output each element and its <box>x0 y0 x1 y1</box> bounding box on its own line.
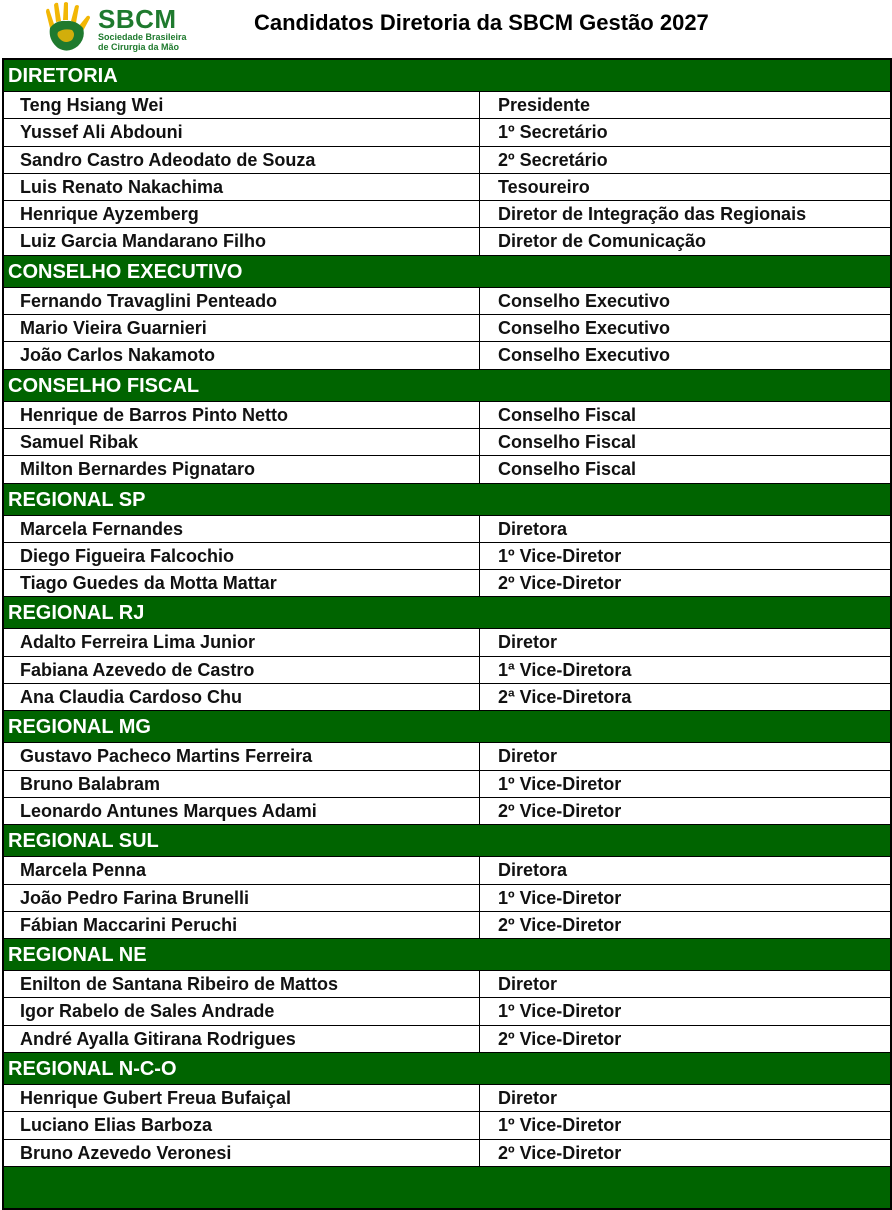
candidate-role: 2º Vice-Diretor <box>498 573 622 594</box>
table-row <box>4 885 890 912</box>
table-row <box>4 92 890 119</box>
candidate-role: 2º Vice-Diretor <box>498 800 622 821</box>
section-header: CONSELHO FISCAL <box>4 370 890 402</box>
candidate-role: Diretora <box>498 860 568 881</box>
table-row <box>4 174 890 201</box>
candidates-table <box>2 58 892 1210</box>
logo-subtitle-line1: Sociedade Brasileira <box>98 32 187 42</box>
candidate-role: Diretor de Integração das Regionais <box>498 204 807 225</box>
section-header: DIRETORIA <box>4 60 890 92</box>
table-row <box>4 857 890 884</box>
table-row <box>4 315 890 342</box>
logo-subtitle <box>98 32 198 52</box>
candidate-name: Marcela Fernandes <box>4 516 480 542</box>
candidate-name: Mario Vieira Guarnieri <box>4 315 480 341</box>
table-row <box>4 771 890 798</box>
table-row <box>4 1026 890 1053</box>
candidate-role: 1º Vice-Diretor <box>498 1001 622 1022</box>
page-title: Candidatos Diretoria da SBCM Gestão 2027 <box>254 10 709 35</box>
candidate-name: Milton Bernardes Pignataro <box>4 456 480 482</box>
logo-subtitle-line2: de Cirurgia da Mão <box>98 42 180 52</box>
table-row <box>4 570 890 597</box>
table-row <box>4 684 890 711</box>
sbcm-logo <box>42 2 192 52</box>
candidate-name: Bruno Azevedo Veronesi <box>4 1140 480 1166</box>
section-header: REGIONAL SP <box>4 484 890 516</box>
candidate-name: Diego Figueira Falcochio <box>4 543 480 569</box>
candidate-name: Luiz Garcia Mandarano Filho <box>4 228 480 254</box>
logo-name: SBCM <box>98 4 177 34</box>
candidate-name: Sandro Castro Adeodato de Souza <box>4 147 480 173</box>
candidate-name: Gustavo Pacheco Martins Ferreira <box>4 743 480 769</box>
candidate-role: Conselho Executivo <box>498 345 671 366</box>
candidate-role: 2ª Vice-Diretora <box>498 687 632 708</box>
candidate-name: Samuel Ribak <box>4 429 480 455</box>
hand-brazil-map-logo-icon <box>42 2 98 52</box>
table-row <box>4 456 890 483</box>
sections-container <box>4 60 890 1167</box>
table-row <box>4 1140 890 1167</box>
candidate-role: 2º Secretário <box>498 149 608 170</box>
table-row <box>4 543 890 570</box>
candidate-role: Diretor <box>498 1088 558 1109</box>
table-footer-bar <box>4 1167 890 1201</box>
candidate-name: Enilton de Santana Ribeiro de Mattos <box>4 971 480 997</box>
candidate-role: Conselho Executivo <box>498 318 671 339</box>
candidate-name: Fábian Maccarini Peruchi <box>4 912 480 938</box>
table-row <box>4 402 890 429</box>
candidate-role: Presidente <box>498 95 591 115</box>
section-header: REGIONAL MG <box>4 711 890 743</box>
table-row <box>4 516 890 543</box>
section-header: REGIONAL SUL <box>4 825 890 857</box>
table-row <box>4 228 890 255</box>
candidate-name: Marcela Penna <box>4 857 480 883</box>
section-header: REGIONAL RJ <box>4 597 890 629</box>
candidate-name: Adalto Ferreira Lima Junior <box>4 629 480 655</box>
candidate-role: 1º Vice-Diretor <box>498 887 622 908</box>
candidate-role: Diretor <box>498 632 558 653</box>
table-row <box>4 743 890 770</box>
table-row <box>4 998 890 1025</box>
table-row <box>4 119 890 146</box>
candidate-name: Ana Claudia Cardoso Chu <box>4 684 480 710</box>
candidate-name: Henrique de Barros Pinto Netto <box>4 402 480 428</box>
section-header: REGIONAL NE <box>4 939 890 971</box>
section-header: REGIONAL N-C-O <box>4 1053 890 1085</box>
candidate-name: Yussef Ali Abdouni <box>4 119 480 145</box>
table-row <box>4 1112 890 1139</box>
candidate-name: Igor Rabelo de Sales Andrade <box>4 998 480 1024</box>
candidate-role: 2º Vice-Diretor <box>498 914 622 935</box>
table-row <box>4 798 890 825</box>
candidate-name: Fabiana Azevedo de Castro <box>4 657 480 683</box>
table-row <box>4 912 890 939</box>
candidate-role: 2º Vice-Diretor <box>498 1028 622 1049</box>
candidate-name: Henrique Ayzemberg <box>4 201 480 227</box>
candidate-role: 1º Vice-Diretor <box>498 1115 622 1136</box>
candidate-name: André Ayalla Gitirana Rodrigues <box>4 1026 480 1052</box>
candidate-role: Diretor <box>498 974 558 995</box>
table-row <box>4 342 890 369</box>
table-row <box>4 657 890 684</box>
table-row <box>4 1085 890 1112</box>
candidate-name: Luis Renato Nakachima <box>4 174 480 200</box>
candidate-role: 1º Vice-Diretor <box>498 773 622 794</box>
candidate-role: Diretora <box>498 518 568 539</box>
table-row <box>4 201 890 228</box>
table-row <box>4 147 890 174</box>
candidate-name: Luciano Elias Barboza <box>4 1112 480 1138</box>
section-header: CONSELHO EXECUTIVO <box>4 256 890 288</box>
candidate-role: 2º Vice-Diretor <box>498 1142 622 1163</box>
candidate-name: João Carlos Nakamoto <box>4 342 480 368</box>
candidate-name: Bruno Balabram <box>4 771 480 797</box>
table-row <box>4 288 890 315</box>
candidate-name: Leonardo Antunes Marques Adami <box>4 798 480 824</box>
candidate-name: Tiago Guedes da Motta Mattar <box>4 570 480 596</box>
candidate-role: Conselho Fiscal <box>498 459 637 480</box>
candidate-role: Conselho Fiscal <box>498 431 637 452</box>
page-header <box>0 0 892 56</box>
candidate-name: Henrique Gubert Freua Bufaiçal <box>4 1085 480 1111</box>
candidate-name: Fernando Travaglini Penteado <box>4 288 480 314</box>
candidate-role: Tesoureiro <box>498 176 590 197</box>
table-row <box>4 629 890 656</box>
candidate-role: 1ª Vice-Diretora <box>498 659 632 680</box>
candidate-role: Conselho Executivo <box>498 290 671 311</box>
candidate-role: Conselho Fiscal <box>498 404 637 425</box>
table-row <box>4 429 890 456</box>
candidate-role: 1º Secretário <box>498 122 608 143</box>
candidate-name: Teng Hsiang Wei <box>4 92 480 118</box>
candidate-role: Diretor de Comunicação <box>498 231 707 252</box>
candidate-role: Diretor <box>498 746 558 767</box>
candidate-name: João Pedro Farina Brunelli <box>4 885 480 911</box>
table-row <box>4 971 890 998</box>
candidate-role: 1º Vice-Diretor <box>498 545 622 566</box>
